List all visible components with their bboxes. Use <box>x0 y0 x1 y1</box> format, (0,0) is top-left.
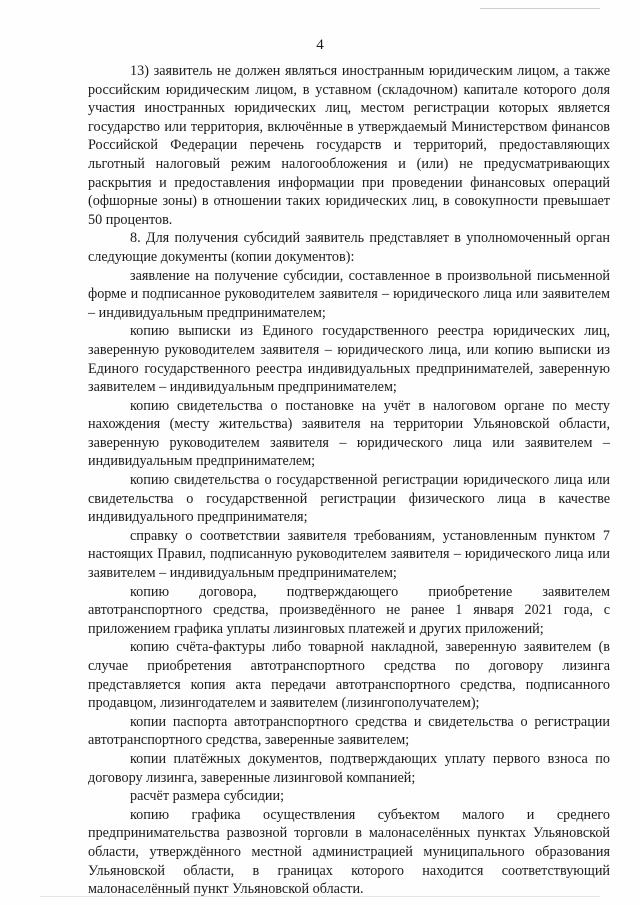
paragraph: копии платёжных документов, подтверждающих уплату первого взноса по договору лизинга, заверенные лизинговой компанией; <box>88 750 610 786</box>
paragraph: 13) заявитель не должен являться иностранным юридическим лицом, а также российским юридическим лицом, в уставном (складочном) капитале которого доля участия иностранных юридических лиц, местом регистрации которых является государство или территория, включённые в утверждаемый Министерством финансов Российской Федерации перечень государств и территорий, предоставляющих льготный налоговый режим налогообложения и (или) не предусматривающих раскрытия и предоставления информации при проведении финансовых операций (офшорные зоны) в отношении таких юридических лиц, в совокупности превышает 50 процентов. <box>88 63 610 228</box>
paragraph: заявление на получение субсидии, составленное в произвольной письменной форме и подписанное руководителем заявителя – юридического лица или заявителем – индивидуальным предпринимателем; <box>88 267 610 321</box>
paragraph: копию свидетельства о постановке на учёт в налоговом органе по месту нахождения (месту жительства) заявителя на территории Ульяновской области, заверенную руководителем заявителя – юридического лица или заявителем – индивидуальным предпринимателем; <box>88 397 610 470</box>
document-body <box>88 62 610 899</box>
paragraph: 8. Для получения субсидий заявитель представляет в уполномоченный орган следующие документы (копии документов): <box>88 230 610 265</box>
paragraph: копию свидетельства о государственной регистрации юридического лица или свидетельства о государственной регистрации физического лица в качестве индивидуального предпринимателя; <box>88 472 610 526</box>
paragraph: копии паспорта автотранспортного средства и свидетельства о регистрации автотранспортного средства, заверенные заявителем; <box>88 713 610 749</box>
paragraph: справку о соответствии заявителя требованиям, установленным пунктом 7 настоящих Правил, подписанную руководителем заявителя – юридического лица или заявителем – индивидуальным предпринимателем; <box>88 527 610 582</box>
page-number: 4 <box>316 37 324 53</box>
paragraph: копию договора, подтверждающего приобретение заявителем автотранспортного средства, произведённого не ранее 1 января 2021 года, с приложением графика уплаты лизинговых платежей и других приложений; <box>88 583 610 637</box>
paragraph: копию выписки из Единого государственного реестра юридических лиц, заверенную руководителем заявителя – юридического лица, или копию выписки из Единого государственного реестра индивидуальных предпринимателей, заверенную заявителем – индивидуальным предпринимателем; <box>88 323 610 396</box>
paragraph: копию счёта-фактуры либо товарной накладной, заверенную заявителем (в случае приобретения автотранспортного средства по договору лизинга представляется копия акта передачи автотранспортного средства, подписанного продавцом, лизингодателем и заявителем (лизингополучателем); <box>88 639 610 712</box>
paragraph: расчёт размера субсидии; <box>130 788 285 805</box>
paragraph: копию графика осуществления субъектом малого и среднего предпринимательства развозной торговли в малонаселённых пунктах Ульяновской области, утверждённого местной администрацией муниципального образования Ульяновской области, в границах которого находится соответствующий малонаселённый пункт Ульяновской области. <box>88 806 610 898</box>
scan-artifact <box>480 8 600 9</box>
